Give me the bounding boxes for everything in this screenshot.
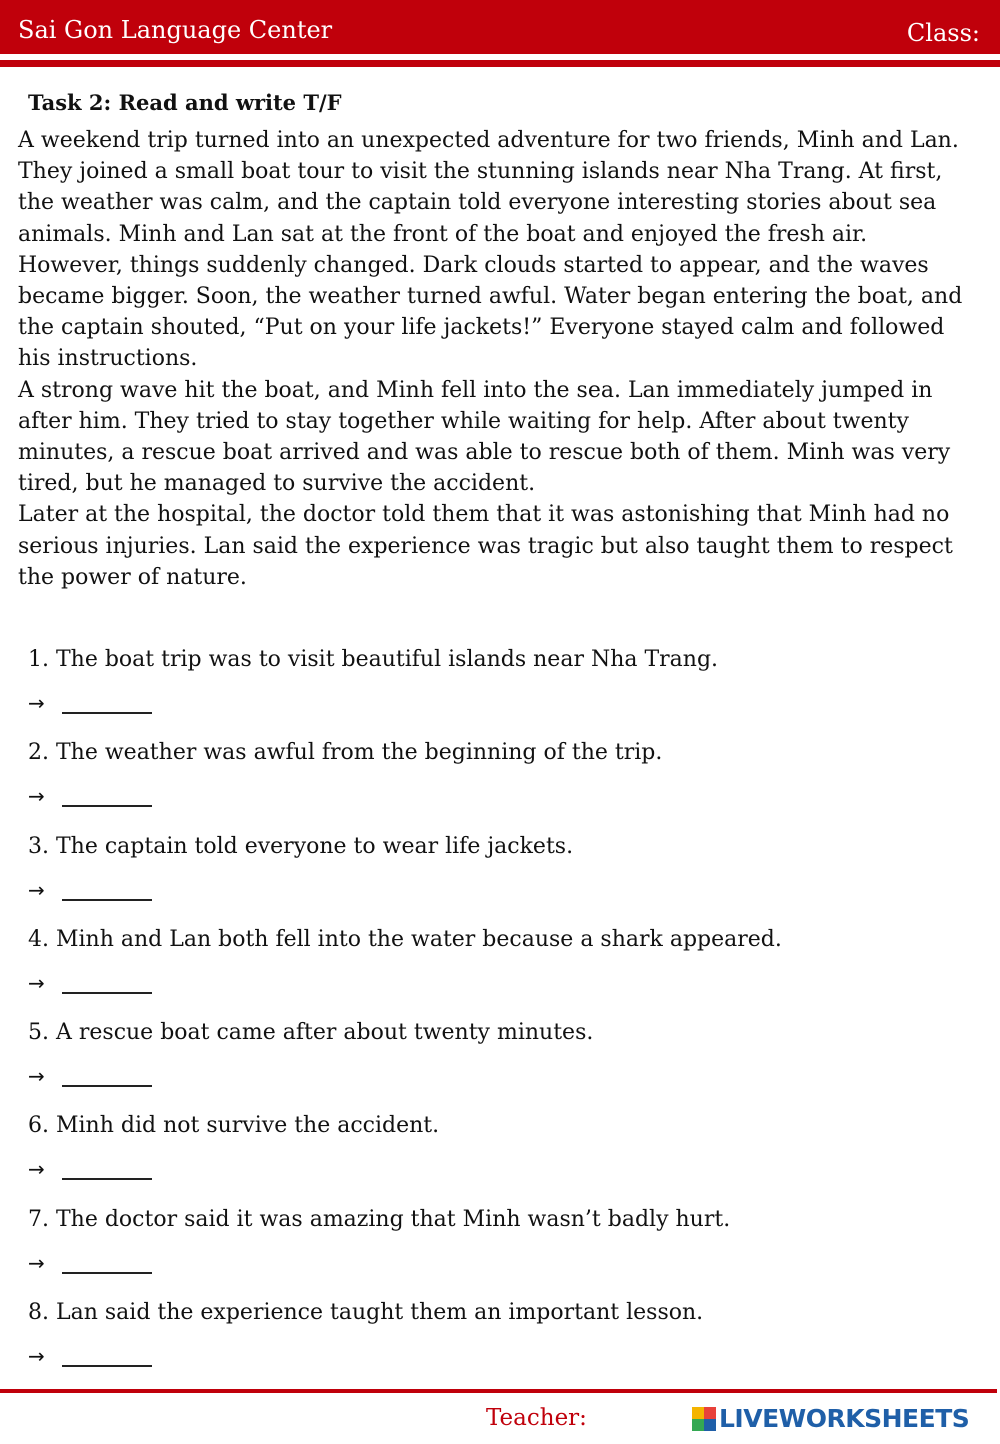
footer-divider (0, 1389, 997, 1393)
task-title: Task 2: Read and write T/F (28, 90, 342, 115)
class-label: Class: (906, 19, 980, 47)
question-text: 3. The captain told everyone to wear life jackets. (28, 833, 574, 859)
arrow-right-icon: → (28, 877, 45, 902)
header-bar (0, 0, 1000, 54)
liveworksheets-brand (692, 1404, 969, 1433)
answer-row (28, 688, 978, 718)
answer-row (28, 781, 978, 811)
question-text: 5. A rescue boat came after about twenty minutes. (28, 1020, 594, 1046)
liveworksheets-logo-icon (692, 1407, 716, 1431)
header-divider (0, 60, 1000, 67)
question-text: 2. The weather was awful from the beginning of the trip. (28, 740, 663, 766)
answer-row (28, 1341, 978, 1371)
passage-paragraph: A strong wave hit the boat, and Minh fell into the sea. Lan immediately jumped in after him. They tried to stay together while waiting for help. After about twenty minutes, a rescue boat arrived and was able to rescue both of them. Minh was very tired, but he managed to survive the accident. (18, 377, 951, 497)
answer-row (28, 968, 978, 998)
question-list (28, 642, 978, 1388)
answer-blank-8[interactable] (62, 1345, 152, 1367)
arrow-right-icon: → (28, 691, 45, 715)
passage-paragraph: Later at the hospital, the doctor told them that it was astonishing that Minh had no serious injuries. Lan said the experience was tragic but also taught them to respect the power of nature. (18, 502, 953, 590)
question-item (28, 735, 978, 828)
arrow-right-icon: → (28, 1250, 45, 1275)
arrow-right-icon: → (28, 1344, 45, 1369)
answer-row (28, 1248, 978, 1278)
question-item (28, 1108, 978, 1201)
question-item (28, 922, 978, 1015)
question-text: 7. The doctor said it was amazing that Minh wasn’t badly hurt. (28, 1206, 731, 1232)
answer-blank-7[interactable] (62, 1252, 152, 1274)
question-item (28, 1202, 978, 1295)
arrow-right-icon: → (28, 784, 45, 809)
passage-paragraph: However, things suddenly changed. Dark clouds started to appear, and the waves became bigger. Soon, the weather turned awful. Water began entering the boat, and the captain shouted, “Put on your life jackets!” Everyone stayed calm and followed his instructions. (18, 252, 963, 372)
passage-paragraph: A weekend trip turned into an unexpected adventure for two friends, Minh and Lan. They joined a small boat tour to visit the stunning islands near Nha Trang. At first, the weather was calm, and the captain told everyone interesting stories about sea animals. Minh and Lan sat at the front of the boat and enjoyed the fresh air. (18, 128, 959, 247)
question-text: 4. Minh and Lan both fell into the water because a shark appeared. (28, 926, 782, 952)
answer-blank-3[interactable] (62, 879, 152, 901)
question-text: 1. The boat trip was to visit beautiful islands near Nha Trang. (28, 647, 719, 672)
brand-name: LIVEWORKSHEETS (719, 1404, 970, 1433)
question-item (28, 829, 978, 922)
question-item (28, 642, 978, 735)
arrow-right-icon: → (28, 1157, 45, 1182)
arrow-right-icon: → (28, 970, 45, 995)
question-item (28, 1015, 978, 1108)
center-name: Sai Gon Language Center (18, 16, 333, 44)
answer-blank-1[interactable] (62, 692, 152, 714)
answer-row (28, 875, 978, 905)
arrow-right-icon: → (28, 1064, 45, 1089)
answer-row (28, 1061, 978, 1091)
question-item (28, 1295, 978, 1388)
answer-blank-2[interactable] (62, 785, 152, 807)
question-text: 6. Minh did not survive the accident. (28, 1113, 440, 1139)
answer-blank-5[interactable] (62, 1065, 152, 1087)
answer-row (28, 1154, 978, 1184)
answer-blank-4[interactable] (62, 972, 152, 994)
reading-passage (18, 125, 983, 593)
teacher-label: Teacher: (486, 1405, 587, 1431)
answer-blank-6[interactable] (62, 1158, 152, 1180)
question-text: 8. Lan said the experience taught them an important lesson. (28, 1300, 704, 1326)
